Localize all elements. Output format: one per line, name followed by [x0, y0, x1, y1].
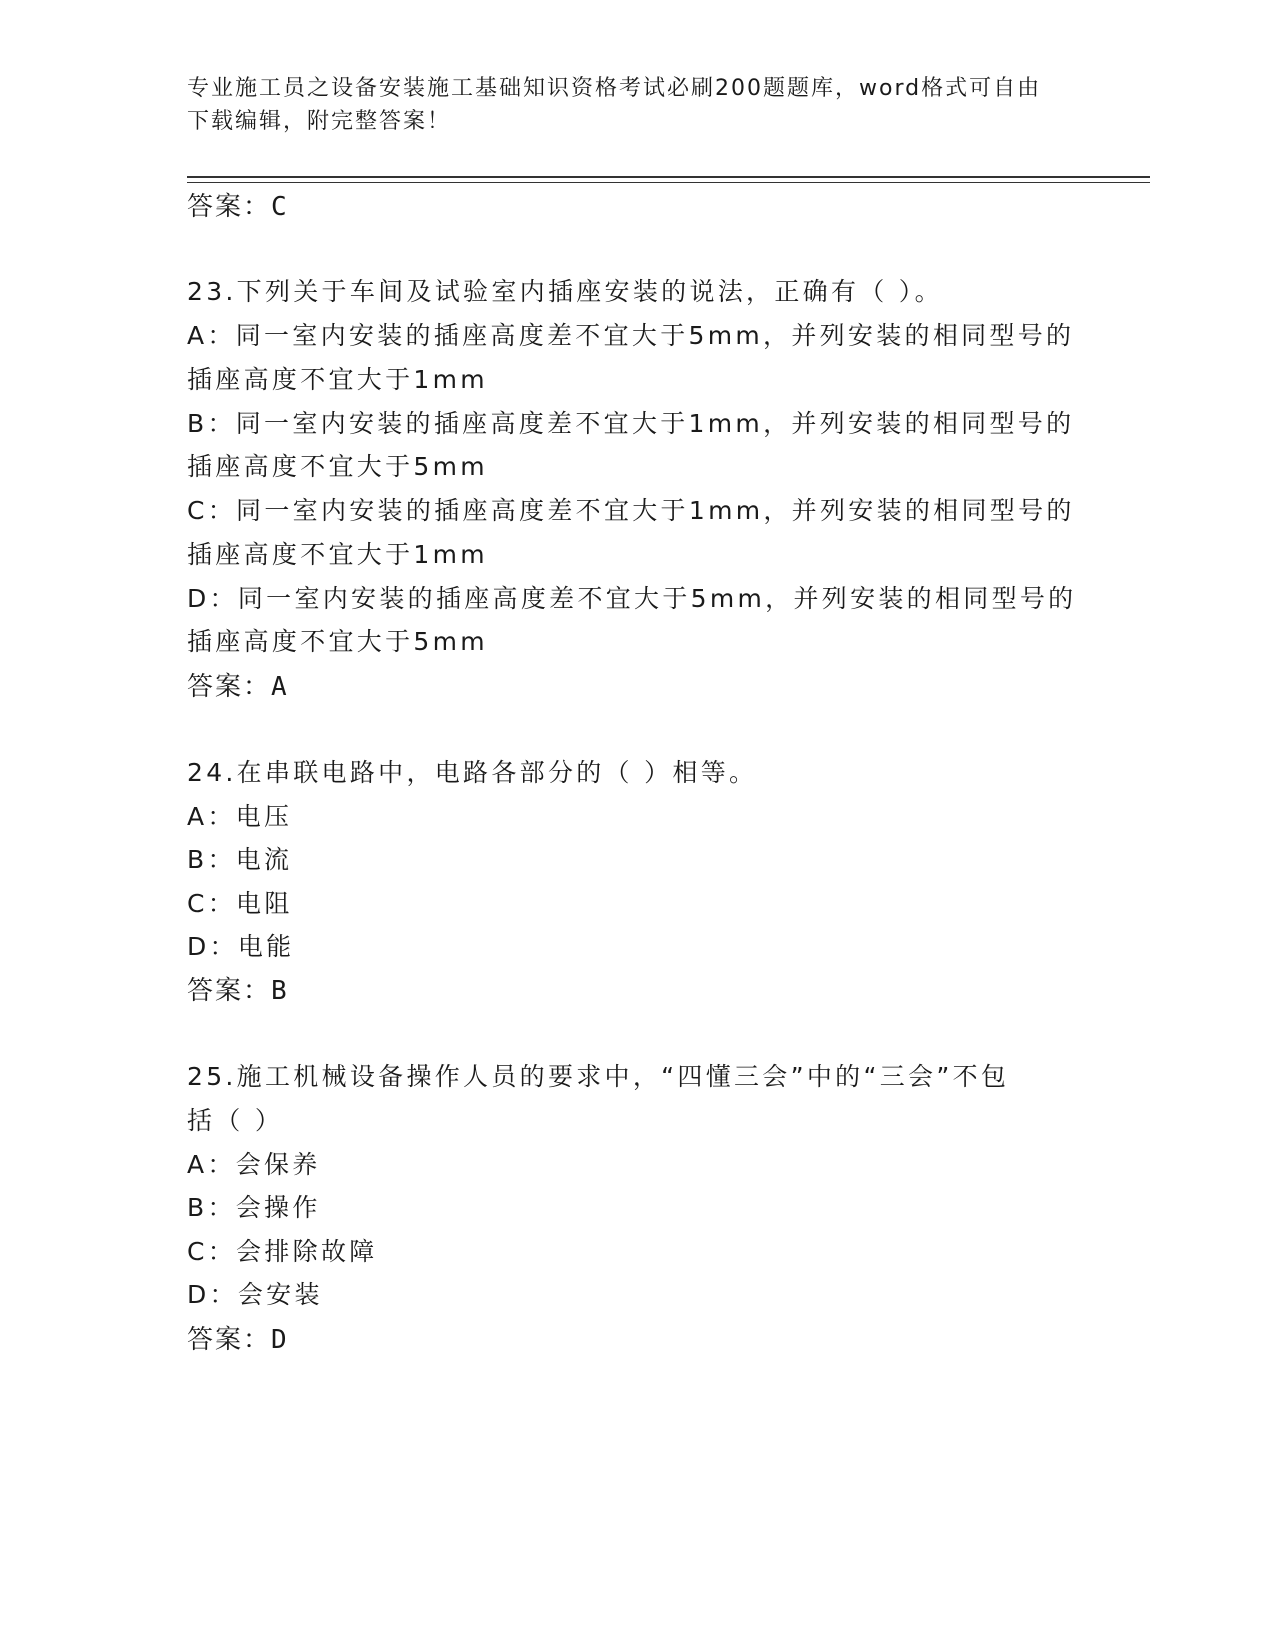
header-line-2: 下载编辑，附完整答案！: [187, 109, 452, 134]
question-25-option-c: C：会排除故障: [187, 1237, 378, 1266]
question-24-option-d: D：电能: [187, 932, 295, 961]
question-25-stem-cont: 括（ ）: [187, 1106, 284, 1135]
header-divider-thin: [187, 182, 1150, 183]
question-24-stem: 24.在串联电路中，电路各部分的（ ）相等。: [187, 758, 758, 787]
question-23-option-c: C：同一室内安装的插座高度差不宜大于1mm，并列安装的相同型号的: [187, 496, 1075, 525]
question-23-option-c-cont: 插座高度不宜大于1mm: [187, 540, 488, 569]
answer-value: A: [271, 672, 288, 702]
answer-label: 答案：: [187, 672, 272, 702]
answer-label: 答案：: [187, 976, 272, 1006]
question-23-option-a: A：同一室内安装的插座高度差不宜大于5mm，并列安装的相同型号的: [187, 321, 1075, 350]
question-25-option-d: D：会安装: [187, 1280, 323, 1309]
question-23-option-b: B：同一室内安装的插座高度差不宜大于1mm，并列安装的相同型号的: [187, 409, 1075, 438]
question-23-option-d: D：同一室内安装的插座高度差不宜大于5mm，并列安装的相同型号的: [187, 584, 1077, 613]
header-divider-thick: [187, 176, 1150, 178]
question-23-answer: [187, 666, 288, 703]
answer-value: C: [271, 192, 288, 222]
answer-value: D: [271, 1325, 288, 1355]
answer-label: 答案：: [187, 192, 272, 222]
question-25-option-b: B：会操作: [187, 1193, 321, 1222]
question-25-stem: 25.施工机械设备操作人员的要求中，“四懂三会”中的“三会”不包: [187, 1062, 1010, 1091]
question-24-option-a: A：电压: [187, 802, 293, 831]
question-23-option-d-cont: 插座高度不宜大于5mm: [187, 627, 488, 656]
document-header: [187, 72, 1067, 138]
answer-value: B: [271, 976, 288, 1006]
question-24-option-b: B：电流: [187, 845, 293, 874]
question-25-option-a: A：会保养: [187, 1150, 321, 1179]
question-25-answer: [187, 1319, 288, 1356]
prev-answer-line: [187, 186, 288, 223]
question-24-answer: [187, 970, 288, 1007]
question-23-stem: 23.下列关于车间及试验室内插座安装的说法，正确有（ ）。: [187, 277, 943, 306]
header-line-1: 专业施工员之设备安装施工基础知识资格考试必刷200题题库，word格式可自由: [187, 76, 1042, 101]
question-24-option-c: C：电阻: [187, 889, 293, 918]
question-23-option-b-cont: 插座高度不宜大于5mm: [187, 452, 488, 481]
answer-label: 答案：: [187, 1325, 272, 1355]
question-23-option-a-cont: 插座高度不宜大于1mm: [187, 365, 488, 394]
